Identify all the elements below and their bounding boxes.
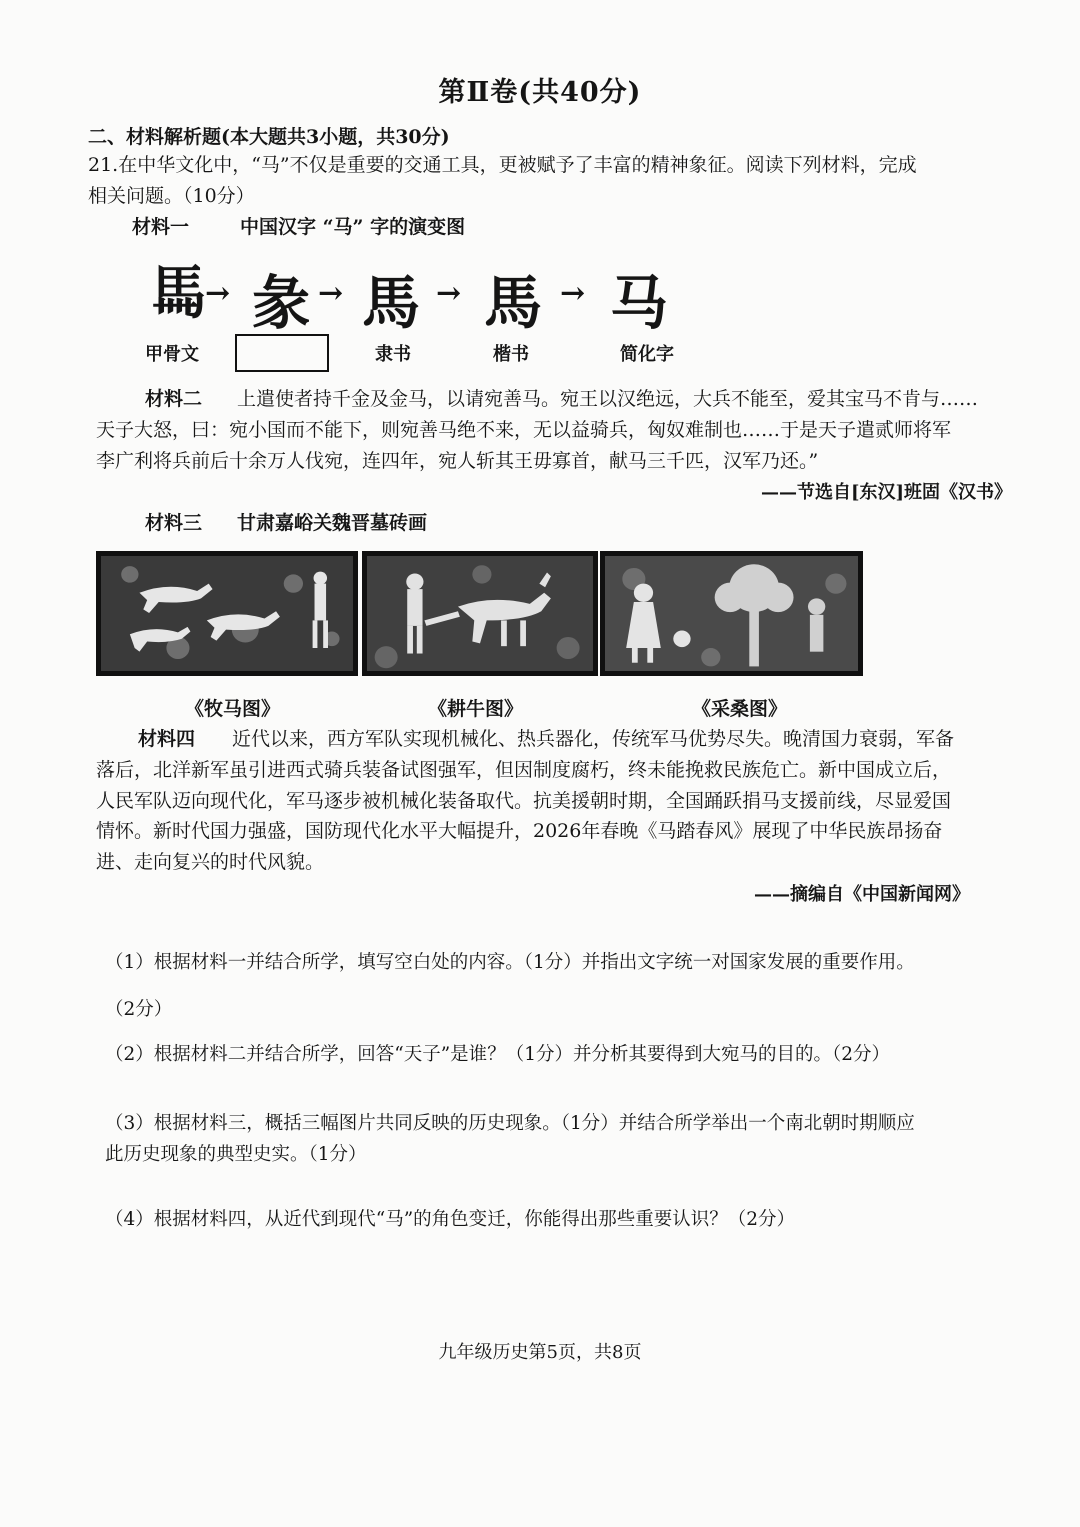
glyph-oracle-bone: 𩡧 [150, 259, 209, 327]
arrow-icon: → [560, 276, 586, 311]
material3-label: 材料三 [145, 512, 203, 534]
arrow-icon: → [318, 276, 344, 311]
question-4: （4）根据材料四，从近代到现代“马”的角色变迁，你能得出那些重要认识？（2分） [105, 1209, 795, 1230]
page-title: 第Ⅱ卷(共40分) [438, 77, 642, 108]
blank-answer-box[interactable] [235, 334, 329, 372]
material4-line4: 情怀。新时代国力强盛，国防现代化水平大幅提升，2026年春晚《马踏春风》展现了中华民族昂扬奋 [96, 820, 943, 842]
glyph-simplified: 马 [610, 269, 669, 337]
question-stem-line1: 21.在中华文化中，“马”不仅是重要的交通工具，更被赋予了丰富的精神象征。阅读下列材料，完成 [88, 154, 917, 176]
material4-line3: 人民军队迈向现代化，军马逐步被机械化装备取代。抗美援朝时期，全国踊跃捐马支援前线，尽显爱国 [96, 790, 952, 812]
caption-picking-mulberry: 《采桑图》 [692, 698, 788, 720]
caption-plowing-ox: 《耕牛图》 [428, 698, 524, 720]
arrow-icon: → [436, 276, 462, 311]
label-simplified: 简化字 [620, 344, 674, 365]
material4-line5: 进、走向复兴的时代风貌。 [96, 851, 325, 873]
section-heading: 二、材料解析题(本大题共3小题，共30分) [88, 126, 450, 148]
material1-title: 中国汉字 “马” 字的演变图 [240, 216, 466, 238]
material4-source: ——摘编自《中国新闻网》 [754, 884, 970, 905]
material4-label: 材料四 [138, 728, 196, 750]
label-regular: 楷书 [493, 344, 529, 365]
image-plowing-ox [362, 551, 598, 676]
glyph-clerical-script: 馬 [362, 269, 421, 337]
material2-line3: 李广利将兵前后十余万人伐宛，连四年，宛人斩其王毋寡首，献马三千匹，汉军乃还。” [96, 450, 819, 472]
glyph-regular-script: 馬 [484, 269, 543, 337]
question-1-line1: （1）根据材料一并结合所学，填写空白处的内容。（1分）并指出文字统一对国家发展的重要作用。 [105, 952, 915, 973]
material4-line1: 近代以来，西方军队实现机械化、热兵器化，传统军马优势尽失。晚清国力衰弱，军备 [232, 728, 955, 750]
label-oracle-bone: 甲骨文 [145, 344, 199, 365]
material1-label: 材料一 [132, 216, 190, 238]
material2-label: 材料二 [145, 388, 203, 410]
image-herding-horses [96, 551, 358, 676]
page-footer: 九年级历史第5页，共8页 [438, 1342, 642, 1363]
question-3-line2: 此历史现象的典型史实。（1分） [105, 1144, 367, 1165]
caption-herding-horses: 《牧马图》 [185, 698, 281, 720]
material2-line1: 上遣使者持千金及金马，以请宛善马。宛王以汉绝远，大兵不能至，爱其宝马不肯与…… [237, 388, 979, 410]
question-2: （2）根据材料二并结合所学，回答“天子”是谁？（1分）并分析其要得到大宛马的目的。（2分） [105, 1044, 890, 1065]
material3-title: 甘肃嘉峪关魏晋墓砖画 [237, 512, 428, 534]
image-picking-mulberry [600, 551, 863, 676]
material2-line2: 天子大怒，曰：宛小国而不能下，则宛善马绝不来，无以益骑兵，匈奴难制也……于是天子遣贰师将军 [96, 419, 952, 441]
material4-line2: 落后，北洋新军虽引进西式骑兵装备试图强军，但因制度腐朽，终未能挽救民族危亡。新中国成立后， [96, 759, 952, 781]
question-stem-line2: 相关问题。（10分） [88, 185, 255, 207]
material2-source: ——节选自[东汉]班固《汉书》 [760, 482, 1012, 503]
question-1-line2: （2分） [105, 999, 173, 1020]
glyph-seal-script: 彖 [252, 269, 311, 337]
arrow-icon: → [205, 276, 231, 311]
question-3-line1: （3）根据材料三，概括三幅图片共同反映的历史现象。（1分）并结合所学举出一个南北朝时期顺应 [105, 1113, 915, 1134]
label-clerical: 隶书 [375, 344, 411, 365]
